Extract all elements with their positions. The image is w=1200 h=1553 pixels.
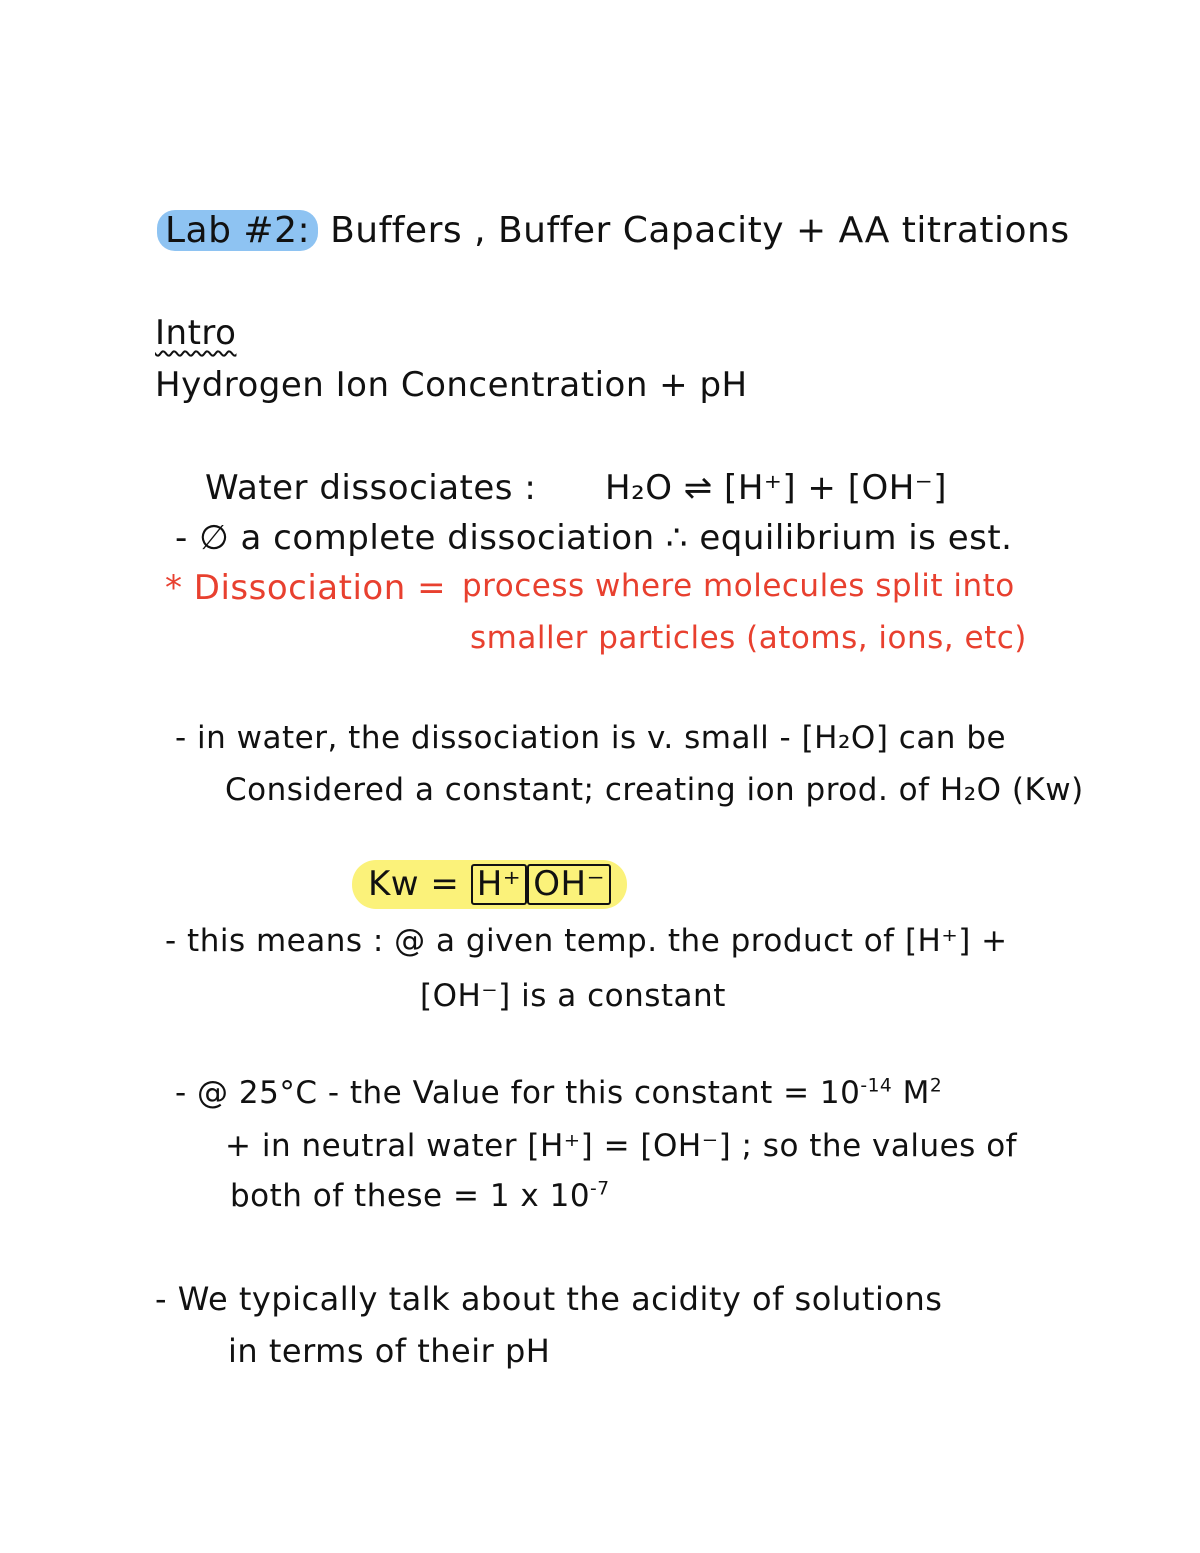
- water-equation: H₂O ⇌ [H⁺] + [OH⁻]: [605, 468, 948, 508]
- bullet-ph-line-2: in terms of their pH: [228, 1332, 551, 1370]
- title-text: Buffers , Buffer Capacity + AA titrations: [330, 210, 1070, 251]
- page-title: [165, 210, 1070, 251]
- bullet-ph-line-1: - We typically talk about the acidity of solutions: [155, 1280, 943, 1318]
- definition-line-2: smaller particles (atoms, ions, etc): [470, 620, 1027, 656]
- bullet-means-line-2: [OH⁻] is a constant: [420, 978, 726, 1014]
- kw-lhs: Kw =: [368, 864, 460, 904]
- kw-h-bracket: H⁺: [471, 864, 528, 905]
- water-dissociates-label: Water dissociates :: [205, 468, 537, 508]
- bullet-25c-text: - @ 25°C - the Value for this constant = 10: [175, 1075, 861, 1111]
- definition-line-1: process where molecules split into: [462, 568, 1015, 604]
- subheading: Hydrogen Ion Concentration + pH: [155, 365, 748, 405]
- both-values-exponent: -7: [590, 1178, 610, 1200]
- section-heading: Intro: [155, 313, 237, 353]
- bullet-water-line-2: Considered a constant; creating ion prod. of H₂O (Kw): [225, 772, 1084, 808]
- bullet-25c-line-2: + in neutral water [H⁺] = [OH⁻] ; so the values of: [225, 1128, 1018, 1164]
- kw-exponent: -14: [860, 1075, 893, 1097]
- title-label: Lab #2:: [157, 210, 318, 251]
- bullet-25c-line-1: [175, 1075, 942, 1111]
- bullet-means-line-1: - this means : @ a given temp. the product of [H⁺] +: [165, 923, 1008, 959]
- bullet-dissociation: - ∅ a complete dissociation ∴ equilibrium is est.: [175, 518, 1013, 558]
- kw-unit: M: [892, 1075, 930, 1111]
- both-values-text: both of these = 1 x 10: [230, 1178, 591, 1214]
- definition-term: * Dissociation =: [165, 568, 447, 608]
- kw-unit-exponent: 2: [929, 1075, 943, 1097]
- kw-equation: [352, 860, 627, 909]
- bullet-water-line-1: - in water, the dissociation is v. small - [H₂O] can be: [175, 720, 1007, 756]
- kw-oh-bracket: OH⁻: [527, 864, 611, 905]
- bullet-25c-line-3: [230, 1178, 610, 1214]
